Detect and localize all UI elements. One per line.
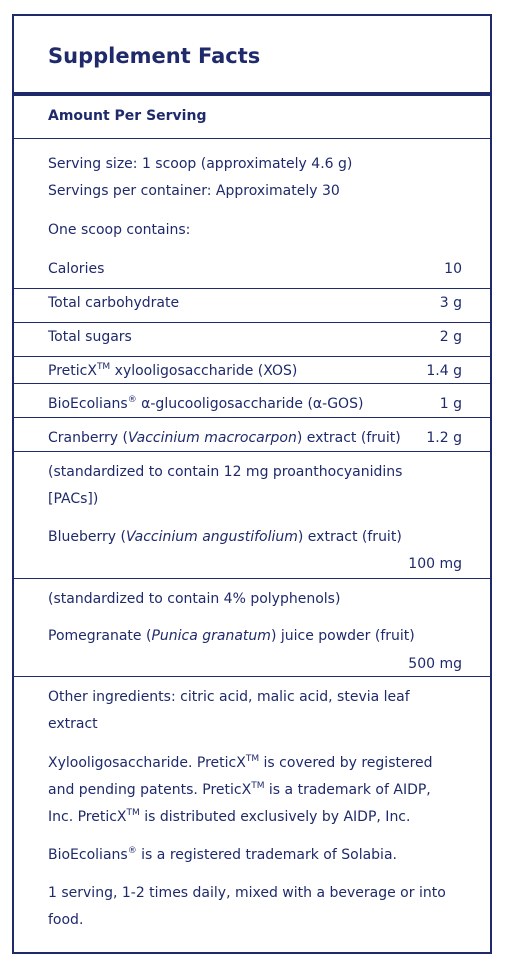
xos-note-line2: and pending patents. PreticX™ is a trademark of AIDP, [48,781,431,798]
divider [14,322,490,323]
divider [14,288,490,289]
cranberry-value: 1.2 g [426,430,462,446]
bioecolians-note: BioEcolians® is a registered trademark of Solabia. [48,846,397,863]
pomegranate-value: 500 mg [408,656,462,672]
divider [14,451,490,452]
other-ingredients: Other ingredients: citric acid, malic acid, stevia leaf [48,689,410,705]
divider [14,417,490,418]
directions: 1 serving, 1-2 times daily, mixed with a beverage or into [48,885,446,901]
one-scoop-contains: One scoop contains: [48,222,191,238]
gos-value: 1 g [439,396,462,412]
other-ingredients-cont: extract [48,716,98,732]
blueberry-standardization: (standardized to contain 4% polyphenols) [48,591,341,607]
panel-title: Supplement Facts [48,44,261,68]
divider [14,138,490,139]
xos-label: PreticX™ xylooligosaccharide (XOS) [48,362,298,379]
calories-value: 10 [444,261,462,277]
xos-note-line3: Inc. PreticX™ is distributed exclusively by AIDP, Inc. [48,808,411,825]
serving-size: Serving size: 1 scoop (approximately 4.6 g) [48,156,353,172]
gos-label: BioEcolians® α-glucooligosaccharide (α-GOS) [48,395,364,412]
cranberry-label: Cranberry (Vaccinium macrocarpon) extract (fruit) [48,430,401,446]
carb-value: 3 g [439,295,462,311]
cranberry-standardization-cont: [PACs]) [48,491,99,507]
supplement-facts-panel [12,14,492,954]
calories-label: Calories [48,261,105,277]
servings-per-container: Servings per container: Approximately 30 [48,183,340,199]
divider [14,383,490,384]
divider [14,356,490,357]
cranberry-standardization: (standardized to contain 12 mg proanthocyanidins [48,464,403,480]
pomegranate-label: Pomegranate (Punica granatum) juice powder (fruit) [48,628,415,644]
sugars-value: 2 g [439,329,462,345]
blueberry-label: Blueberry (Vaccinium angustifolium) extract (fruit) [48,529,402,545]
xos-value: 1.4 g [426,363,462,379]
amount-per-serving-header: Amount Per Serving [48,108,207,124]
xos-note-line1: Xylooligosaccharide. PreticX™ is covered by registered [48,754,433,771]
blueberry-value: 100 mg [408,556,462,572]
divider [14,676,490,677]
title-divider [14,92,490,96]
sugars-label: Total sugars [48,329,132,345]
divider [14,578,490,579]
carb-label: Total carbohydrate [48,295,180,311]
directions-cont: food. [48,912,84,928]
